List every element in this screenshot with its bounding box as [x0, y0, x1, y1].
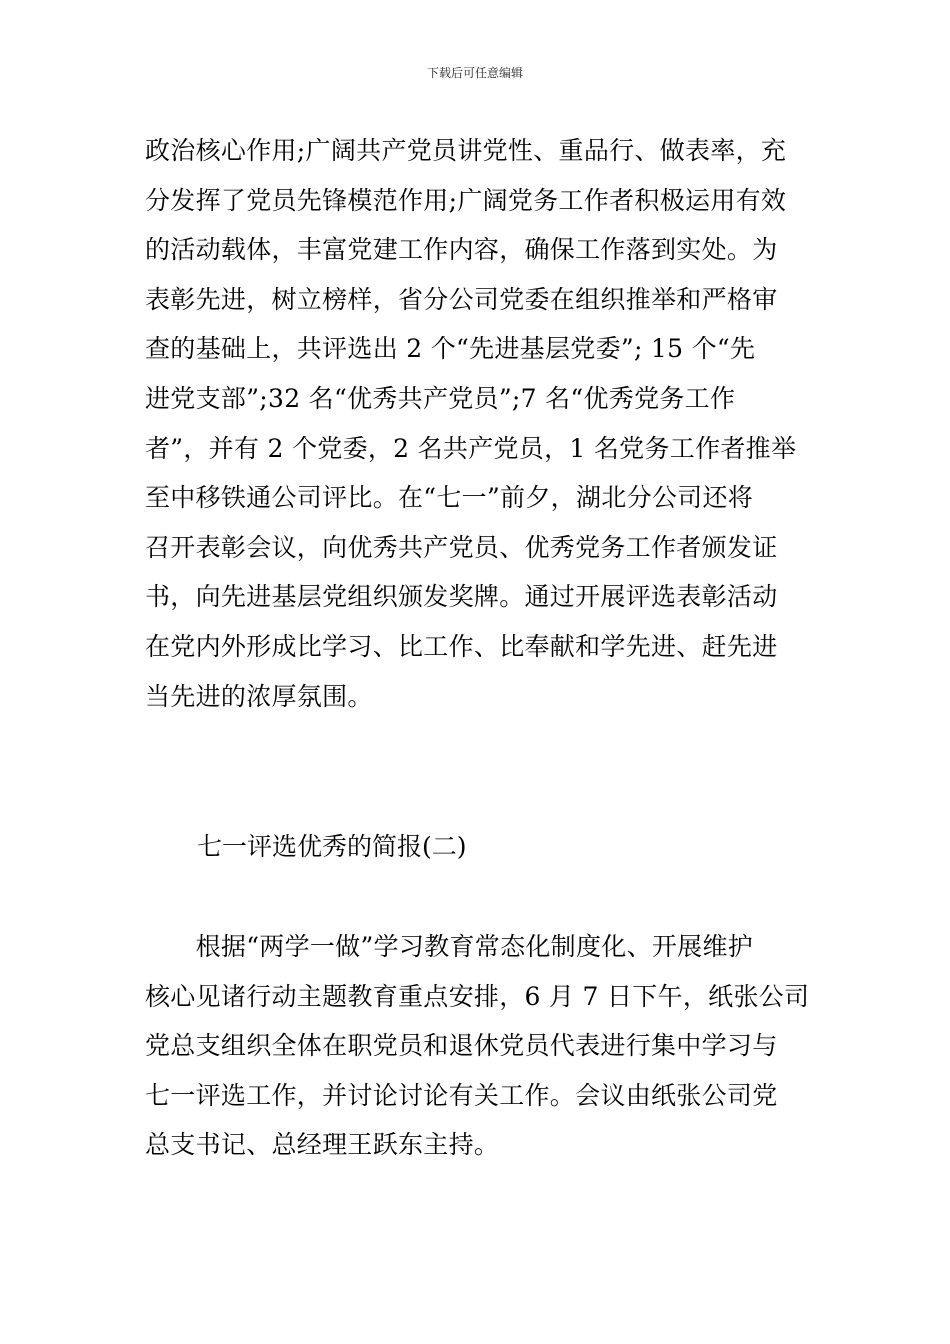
text-line: 在党内外形成比学习、比工作、比奉献和学先进、赶先进 [145, 631, 778, 661]
text-line: 分发挥了党员先锋模范作用;广阔党务工作者积极运用有效 [145, 185, 787, 215]
text-line: 政治核心作用;广阔共产党员讲党性、重品行、做表率，充 [145, 136, 787, 165]
text-line: 查的基础上，共评选出 2 个“先进基层党委”; 15 个“先 [145, 334, 756, 364]
text-line: 召开表彰会议，向优秀共产党员、优秀党务工作者颁发证 [145, 532, 778, 562]
text-line: 根据“两学一做”学习教育常态化制度化、开展维护 [145, 932, 754, 961]
text-line: 者”，并有 2 个党委，2 名共产党员，1 名党务工作者推举 [145, 433, 797, 463]
page-header: 下载后可任意编辑 [426, 66, 523, 80]
text-line: 表彰先进，树立榜样，省分公司党委在组织推举和严格审 [145, 284, 778, 314]
text-line: 核心见诸行动主题教育重点安排，6 月 7 日下午，纸张公司 [145, 981, 810, 1011]
text-line: 进党支部”;32 名“优秀共产党员”;7 名“优秀党务工作 [145, 383, 736, 413]
text-line: 当先进的浓厚氛围。 [145, 681, 373, 711]
text-line: 至中移铁通公司评比。在“七一”前夕，湖北分公司还将 [145, 483, 754, 513]
text-line: 书，向先进基层党组织颁发奖牌。通过开展评选表彰活动 [145, 582, 778, 612]
paragraph-body [145, 922, 811, 1170]
text-line: 七一评选工作，并讨论讨论有关工作。会议由纸张公司党 [145, 1080, 778, 1110]
text-line: 总支书记、总经理王跃东主持。 [145, 1130, 500, 1160]
text-line: 的活动载体，丰富党建工作内容，确保工作落到实处。为 [145, 235, 778, 265]
text-line: 党总支组织全体在职党员和退休党员代表进行集中学习与 [145, 1031, 778, 1061]
section-title: 七一评选优秀的简报(二) [197, 832, 467, 861]
paragraph-continued [145, 126, 811, 721]
